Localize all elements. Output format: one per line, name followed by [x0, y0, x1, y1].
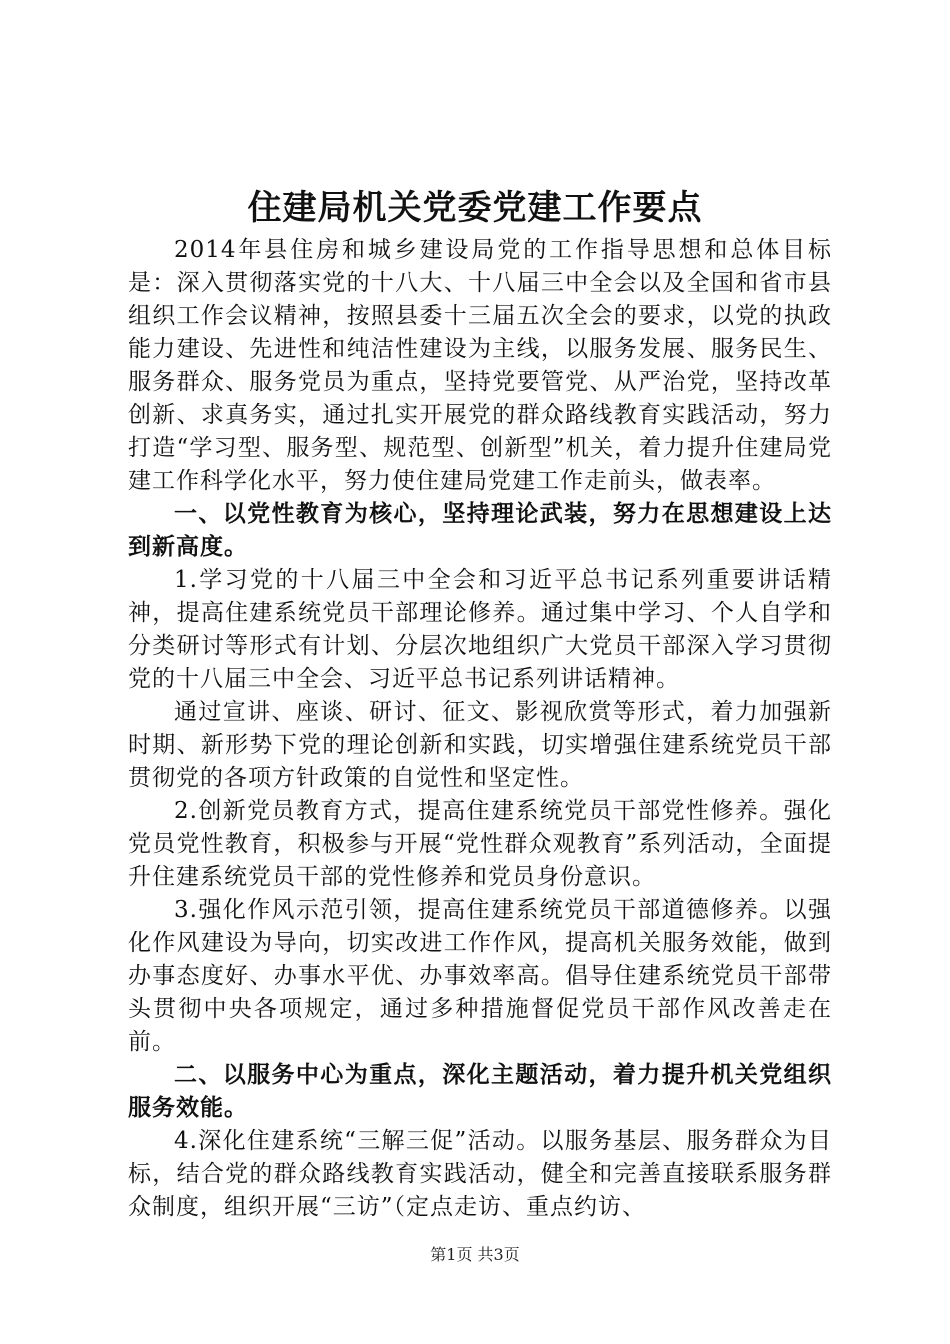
body-paragraph: 2.创新党员教育方式，提高住建系统党员干部党性修养。强化党员党性教育，积极参与开展“党性群众观教育”系列活动，全面提升住建系统党员干部的党性修养和党员身份意识。: [128, 798, 832, 890]
section-heading-1: 一、以党性教育为核心，坚持理论武装，努力在思想建设上达到新高度。: [128, 501, 832, 560]
body-paragraph: 1.学习党的十八届三中全会和习近平总书记系列重要讲话精神，提高住建系统党员干部理论修养。通过集中学习、个人自学和分类研讨等形式有计划、分层次地组织广大党员干部深入学习贯彻党的十八届三中全会、习近平总书记系列讲话精神。: [128, 567, 832, 692]
document-body: [128, 234, 832, 1224]
section-heading-2: 二、以服务中心为重点，深化主题活动，着力提升机关党组织服务效能。: [128, 1062, 832, 1121]
document-title: 住建局机关党委党建工作要点: [247, 188, 703, 228]
body-paragraph: 通过宣讲、座谈、研讨、征文、影视欣赏等形式，着力加强新时期、新形势下党的理论创新和实践，切实增强住建系统党员干部贯彻党的各项方针政策的自觉性和坚定性。: [128, 699, 832, 791]
body-paragraph: 3.强化作风示范引领，提高住建系统党员干部道德修养。以强化作风建设为导向，切实改进工作作风，提高机关服务效能，做到办事态度好、办事水平优、办事效率高。倡导住建系统党员干部带头贯彻中央各项规定，通过多种措施督促党员干部作风改善走在前。: [128, 897, 832, 1055]
page-footer: 第1页 共3页: [430, 1245, 520, 1264]
body-paragraph: 4.深化住建系统“三解三促”活动。以服务基层、服务群众为目标，结合党的群众路线教育实践活动，健全和完善直接联系服务群众制度，组织开展“三访”（定点走访、重点约访、: [128, 1128, 832, 1220]
intro-paragraph: 2014年县住房和城乡建设局党的工作指导思想和总体目标是：深入贯彻落实党的十八大、十八届三中全会以及全国和省市县组织工作会议精神，按照县委十三届五次全会的要求，以党的执政能力建设、先进性和纯洁性建设为主线，以服务发展、服务民生、服务群众、服务党员为重点，坚持党要管党、从严治党，坚持改革创新、求真务实，通过扎实开展党的群众路线教育实践活动，努力打造“学习型、服务型、规范型、创新型”机关，着力提升住建局党建工作科学化水平，努力使住建局党建工作走前头，做表率。: [128, 237, 832, 494]
